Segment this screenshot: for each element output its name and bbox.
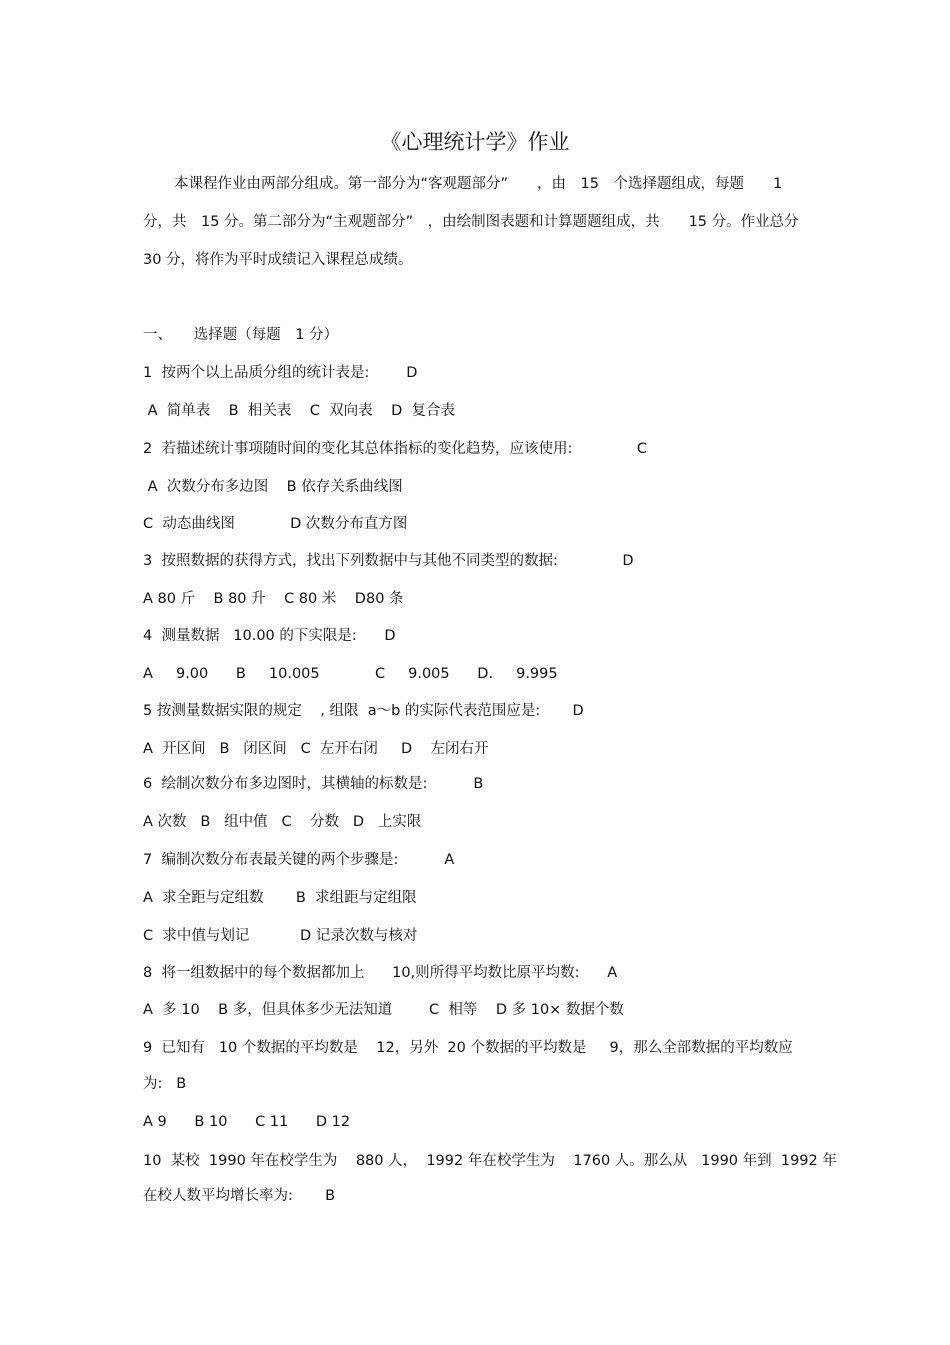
question-5: 5 按测量数据实限的规定 , 组限 a～b 的实际代表范围应是: D — [143, 703, 584, 719]
question-1-options: A 简单表 B 相关表 C 双向表 D 复合表 — [143, 403, 455, 419]
question-7-options-b: C 求中值与划记 D 记录次数与核对 — [143, 928, 418, 944]
question-8-options: A 多 10 B 多，但具体多少无法知道 C 相等 D 多 10× 数据个数 — [143, 1002, 624, 1018]
question-3: 3 按照数据的获得方式，找出下列数据中与其他不同类型的数据: D — [143, 553, 634, 569]
question-7: 7 编制次数分布表最关键的两个步骤是: A — [143, 852, 455, 868]
question-3-options: A 80 斤 B 80 升 C 80 米 D80 条 — [143, 591, 404, 607]
question-9-options: A 9 B 10 C 11 D 12 — [143, 1114, 351, 1130]
question-5-options: A 开区间 B 闭区间 C 左开右闭 D 左闭右开 — [143, 741, 489, 757]
question-7-options-a: A 求全距与定组数 B 求组距与定组限 — [143, 890, 417, 906]
question-6: 6 绘制次数分布多边图时，其横轴的标数是: B — [143, 776, 484, 792]
question-10-answer: 在校人数平均增长率为: B — [143, 1188, 336, 1204]
document-title: 《心理统计学》作业 — [380, 130, 570, 154]
question-9: 9 已知有 10 个数据的平均数是 12，另外 20 个数据的平均数是 9，那么全部数据的平均数应 — [143, 1040, 793, 1056]
question-2-options-b: C 动态曲线图 D 次数分布直方图 — [143, 516, 408, 532]
question-4: 4 测量数据 10.00 的下实限是: D — [143, 628, 396, 644]
question-2: 2 若描述统计事项随时间的变化其总体指标的变化趋势，应该使用: C — [143, 441, 647, 457]
question-8: 8 将一组数据中的每个数据都加上 10,则所得平均数比原平均数: A — [143, 965, 618, 981]
question-4-options: A 9.00 B 10.005 C 9.005 D. 9.995 — [143, 666, 558, 682]
question-9-answer: 为: B — [143, 1076, 187, 1092]
question-10: 10 某校 1990 年在校学生为 880 人， 1992 年在校学生为 1760 人。那么从 1990 年到 1992 年 — [143, 1153, 837, 1169]
section-heading: 一、 选择题（每题 1 分） — [143, 327, 339, 343]
question-2-options-a: A 次数分布多边图 B 依存关系曲线图 — [143, 479, 403, 495]
intro-paragraph: 本课程作业由两部分组成。第一部分为“客观题部分” ，由 15 个选择题组成，每题 1 分，共 15 分。第二部分为“主观题部分” ，由绘制图表题和计算题题组成，共 15 分。作业总分 30 分，将作为平时成绩记入课程总成绩。 — [143, 176, 814, 268]
question-6-options: A 次数 B 组中值 C 分数 D 上实限 — [143, 814, 422, 830]
question-1: 1 按两个以上品质分组的统计表是: D — [143, 365, 418, 381]
